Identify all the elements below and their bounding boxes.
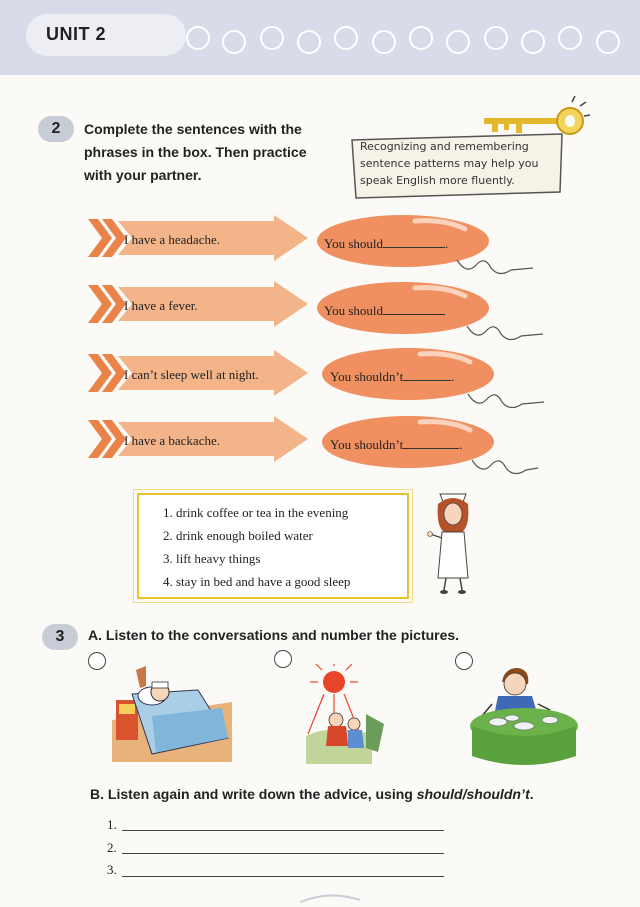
phrase-item: 4. stay in bed and have a good sleep <box>163 574 351 589</box>
answer-blank[interactable] <box>383 302 445 315</box>
ring-decoration <box>446 30 470 54</box>
tip-line: sentence patterns may help you <box>360 157 539 170</box>
answer-line-number: 2. <box>107 840 117 855</box>
statement-text: I have a headache. <box>124 232 220 247</box>
response-text: You should . <box>324 236 449 251</box>
overeating-picture <box>468 664 580 766</box>
ring-decoration <box>409 26 433 50</box>
answer-line-number: 3. <box>107 862 117 877</box>
page-bottom-decoration <box>0 890 640 907</box>
tip-text <box>360 138 566 189</box>
ring-decoration <box>558 26 582 50</box>
statement-text: I can’t sleep well at night. <box>124 367 259 382</box>
part-b-prefix: B. Listen again and write down the advice, using <box>90 786 417 802</box>
instruction-line: phrases in the box. Then practice <box>84 144 307 160</box>
answer-line[interactable] <box>122 830 444 831</box>
ring-decoration <box>596 30 620 54</box>
unit-header-band <box>0 0 640 75</box>
tip-line: speak English more fluently. <box>360 174 515 187</box>
response-text: You shouldn’t . <box>330 437 463 452</box>
part-b-italic: should/shouldn’t <box>416 786 530 802</box>
instruction-line: Complete the sentences with the <box>84 121 302 137</box>
answer-line[interactable] <box>122 876 444 877</box>
ring-decoration <box>297 30 321 54</box>
response-prefix: You shouldn’t <box>330 437 404 452</box>
answer-line[interactable] <box>122 853 444 854</box>
squiggle-decoration <box>455 256 535 278</box>
ring-decoration <box>334 26 358 50</box>
picture-number-circle[interactable] <box>274 650 292 668</box>
ring-decoration <box>521 30 545 54</box>
squiggle-decoration <box>465 322 545 344</box>
nurse-illustration <box>426 486 480 598</box>
ring-decoration <box>484 26 508 50</box>
statement-text: I have a fever. <box>124 298 198 313</box>
instruction-line: with your partner. <box>84 167 202 183</box>
part-b-suffix: . <box>529 786 534 802</box>
answer-blank[interactable] <box>403 436 459 449</box>
phrase-box <box>137 493 409 599</box>
response-prefix: You shouldn’t <box>330 369 404 384</box>
part-b-instruction <box>90 783 534 806</box>
sunstroke-picture <box>300 664 390 764</box>
answer-line-number: 1. <box>107 817 117 832</box>
ring-decoration <box>372 30 396 54</box>
phrase-item: 2. drink enough boiled water <box>163 528 313 543</box>
squiggle-decoration <box>470 456 540 478</box>
response-prefix: You should <box>324 236 384 251</box>
statement-text: I have a backache. <box>124 433 220 448</box>
phrase-item: 1. drink coffee or tea in the evening <box>163 505 349 520</box>
answer-blank[interactable] <box>403 368 451 381</box>
response-prefix: You should <box>324 303 384 318</box>
response-text <box>324 302 445 319</box>
sick-in-bed-picture <box>112 662 232 762</box>
answer-blank[interactable] <box>383 235 445 248</box>
tip-line: Recognizing and remembering <box>360 140 529 153</box>
section-number: 2 <box>38 116 74 142</box>
unit-title: UNIT 2 <box>46 24 107 44</box>
squiggle-decoration <box>466 390 546 412</box>
statement-arrow <box>88 281 308 327</box>
phrase-item: 3. lift heavy things <box>163 551 261 566</box>
section-number: 3 <box>42 624 78 650</box>
ring-decoration <box>186 26 210 50</box>
part-a-instruction: A. Listen to the conversations and number the pictures. <box>88 627 460 643</box>
ring-decoration <box>222 30 246 54</box>
picture-number-circle[interactable] <box>88 652 106 670</box>
ring-decoration <box>260 26 284 50</box>
response-text: You shouldn’t . <box>330 369 455 384</box>
